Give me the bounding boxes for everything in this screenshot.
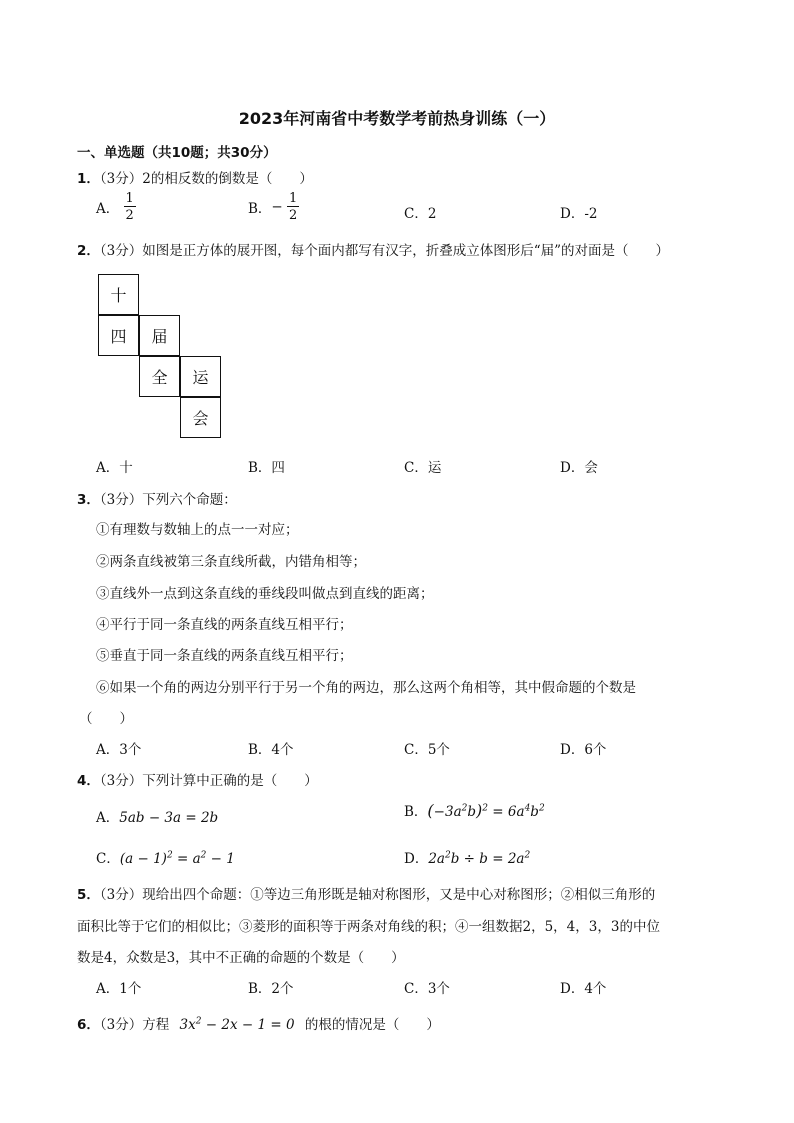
fraction: $\frac{1}{2}$ — [289, 191, 298, 223]
q5-option-c: C．3个 — [404, 981, 450, 997]
option-label: B． — [404, 804, 428, 820]
math-expression: $(a - 1)^2 = a^2 - 1$ — [119, 850, 235, 867]
q1-option-c: C．2 — [404, 206, 437, 222]
option-label: A． — [96, 201, 120, 217]
option-label: C． — [96, 851, 120, 867]
question-4 — [77, 769, 318, 789]
question-text: （3分）现给出四个命题：①等边三角形既是轴对称图形，又是中心对称图形；②相似三角形的 — [99, 887, 656, 903]
question-number: 5． — [77, 887, 100, 903]
q5-option-a: A．1个 — [96, 981, 142, 997]
statement-5: ⑤垂直于同一条直线的两条直线互相平行； — [96, 648, 353, 664]
option-label: D． — [404, 851, 429, 867]
question-6 — [77, 1013, 440, 1033]
q2-option-c: C．运 — [404, 460, 442, 476]
math-expression: $3x^2 - 2x - 1 = 0$ — [179, 1016, 295, 1033]
question-number: 3． — [77, 492, 100, 508]
q2-option-d: D．会 — [560, 460, 598, 476]
q2-option-b: B．四 — [248, 460, 285, 476]
fraction: $\frac{1}{2}$ — [125, 191, 134, 223]
question-5 — [77, 883, 655, 903]
question-5-line-3: 数是4，众数是3，其中不正确的命题的个数是（ ） — [77, 950, 405, 966]
q5-option-b: B．2个 — [248, 981, 294, 997]
net-cell: 四 — [98, 315, 139, 356]
q1-option-b — [248, 192, 299, 222]
net-cell: 全 — [139, 356, 180, 397]
q4-option-b: B．$(-3a^2b)^2 = 6a^4b^2$ — [404, 801, 545, 820]
q2-option-a: A．十 — [96, 460, 133, 476]
minus-sign: − — [271, 199, 283, 215]
q1-option-d: D．-2 — [560, 206, 598, 222]
net-cell: 届 — [139, 315, 180, 356]
statement-3: ③直线外一点到这条直线的垂线段叫做点到直线的距离； — [96, 586, 434, 602]
question-number: 6． — [77, 1017, 100, 1033]
q4-option-a — [96, 806, 218, 826]
statement-4: ④平行于同一条直线的两条直线互相平行； — [96, 617, 353, 633]
option-label: A． — [96, 810, 120, 826]
net-cell: 十 — [98, 274, 139, 315]
question-text: （3分）如图是正方体的展开图，每个面内都写有汉字，折叠成立体图形后“届”的对面是（ ） — [99, 243, 670, 259]
answer-bracket: （ ） — [79, 711, 133, 727]
statement-2: ②两条直线被第三条直线所截，内错角相等； — [96, 554, 366, 570]
q3-option-b: B．4个 — [248, 742, 294, 758]
question-number: 1． — [77, 171, 100, 187]
statement-6: ⑥如果一个角的两边分别平行于另一个角的两边，那么这两个角相等，其中假命题的个数是 — [96, 680, 636, 696]
math-expression: $-3a^2b$ — [433, 803, 477, 820]
net-cell: 会 — [180, 397, 221, 438]
question-number: 4． — [77, 773, 100, 789]
question-5-line-2: 面积比等于它们的相似比；③菱形的面积等于两条对角线的积；④一组数据2，5，4，3，3的中位 — [77, 919, 660, 935]
question-text: （3分）方程 — [99, 1017, 170, 1033]
question-3 — [77, 488, 237, 508]
option-label: B． — [248, 201, 272, 217]
question-2 — [77, 239, 669, 259]
question-text-end: 的根的情况是（ ） — [304, 1017, 440, 1033]
math-expression: ) — [476, 801, 483, 820]
q4-option-c — [96, 847, 235, 867]
math-expression: $2a^2b \div b = 2a^2$ — [428, 850, 531, 867]
question-text: （3分）2的相反数的倒数是（ ） — [99, 171, 313, 187]
net-cell: 运 — [180, 356, 221, 397]
statement-1: ①有理数与数轴上的点一一对应； — [96, 522, 299, 538]
q3-option-a: A．3个 — [96, 742, 142, 758]
question-text: （3分）下列六个命题： — [99, 492, 237, 508]
section-heading: 一、单选题（共10题；共30分） — [77, 145, 277, 161]
q1-option-a — [96, 192, 136, 222]
question-text: （3分）下列计算中正确的是（ ） — [99, 773, 318, 789]
q4-option-d — [404, 847, 530, 867]
math-expression: 5ab − 3a = 2b — [119, 810, 219, 826]
question-number: 2． — [77, 243, 100, 259]
math-expression: ( — [427, 801, 434, 820]
q3-option-d: D．6个 — [560, 742, 607, 758]
q3-option-c: C．5个 — [404, 742, 450, 758]
question-1 — [77, 167, 313, 187]
page-title: 2023年河南省中考数学考前热身训练（一） — [238, 109, 556, 128]
q5-option-d: D．4个 — [560, 981, 607, 997]
